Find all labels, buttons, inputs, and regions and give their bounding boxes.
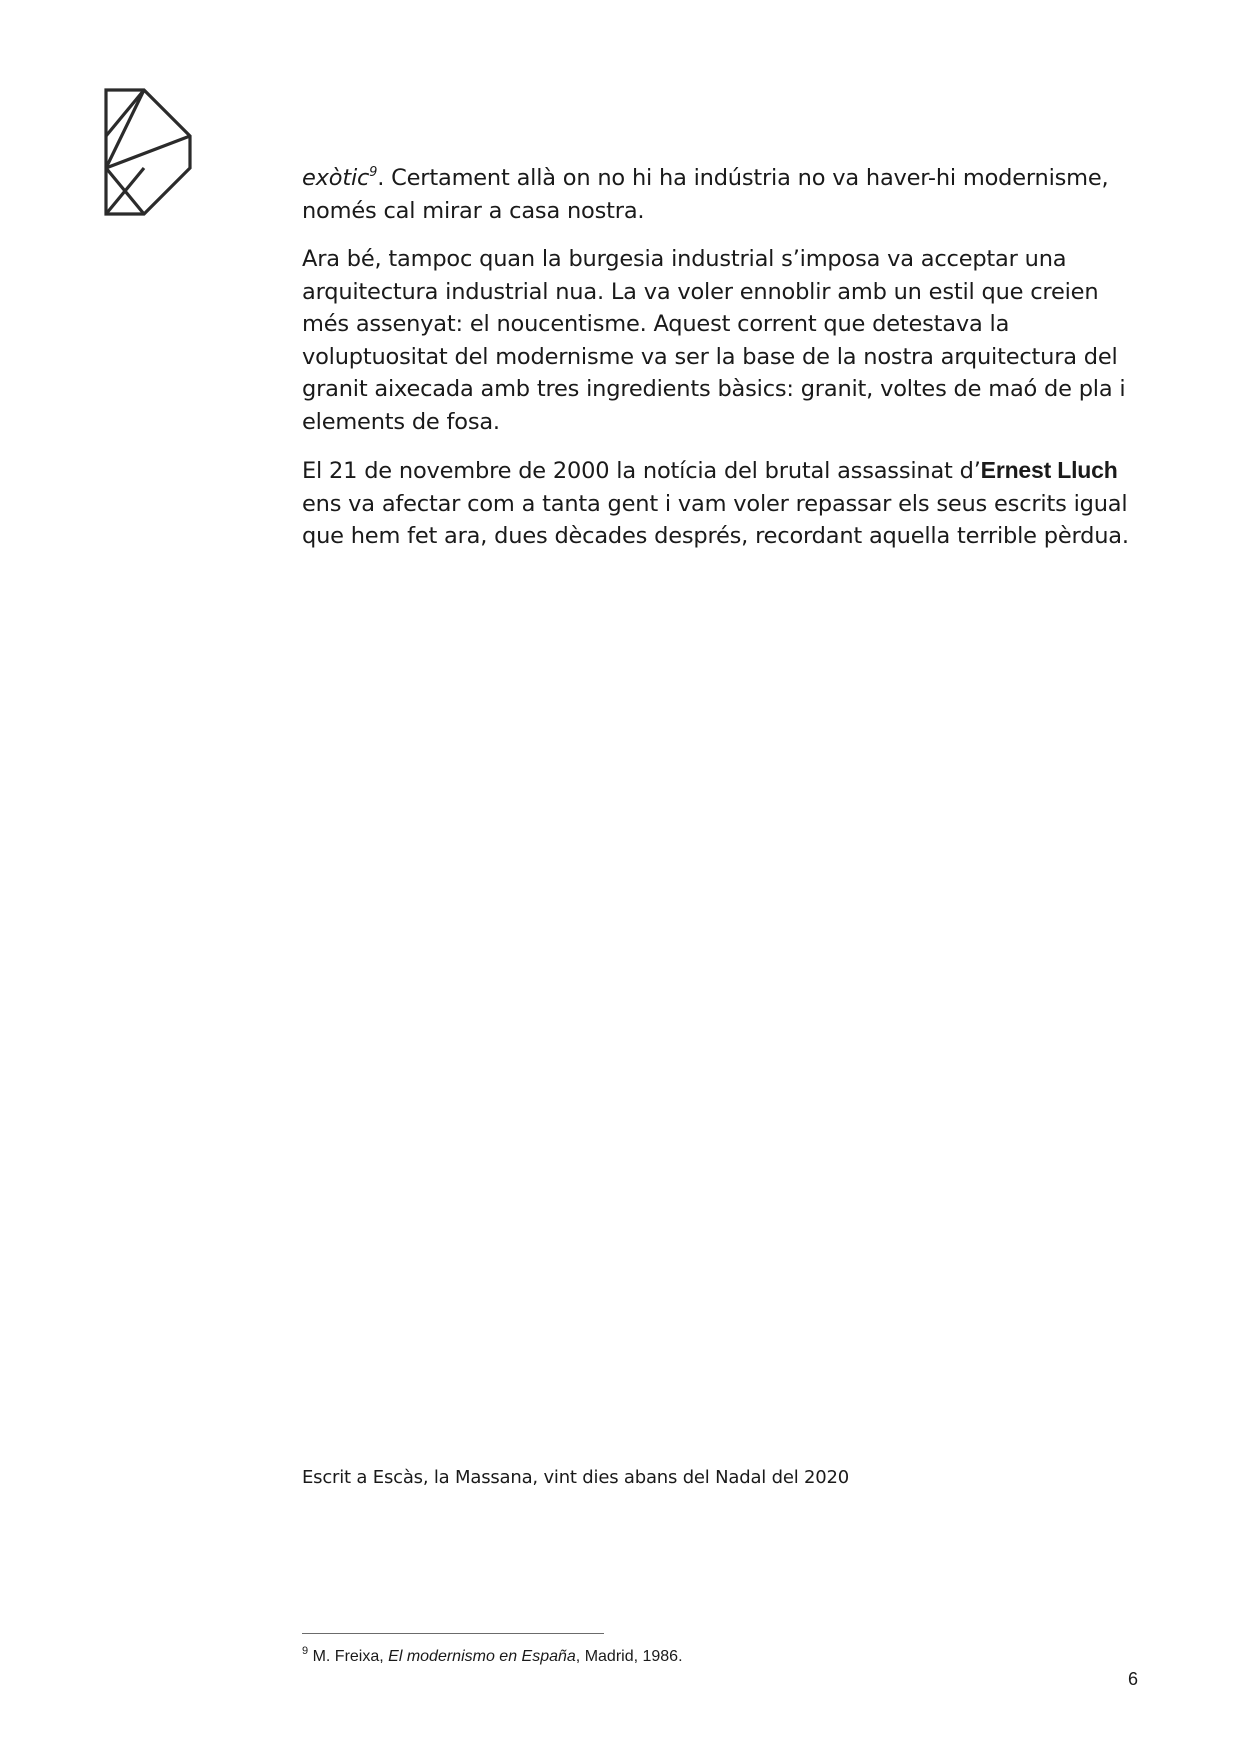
footnote-book-title: El modernismo en España (388, 1648, 576, 1665)
paragraph-3-text-end: ens va afectar com a tanta gent i vam voler repassar els seus escrits igual que hem fet ara, dues dècades després, recordant aquella terrible pèrdua. (302, 490, 1129, 549)
footnote-separator (302, 1633, 604, 1634)
paragraph-1-text: . Certament allà on no hi ha indústria no va haver-hi modernisme, només cal mirar a casa nostra. (302, 165, 1109, 224)
footnote-reference: 9 (369, 165, 378, 180)
person-name: Ernest Lluch (980, 457, 1118, 483)
body-text (302, 162, 1142, 569)
paragraph-3 (302, 454, 1142, 553)
footnote (302, 1646, 683, 1668)
paragraph-1 (302, 162, 1142, 227)
publisher-logo-icon (104, 88, 192, 216)
paragraph-3-text-start: El 21 de novembre de 2000 la notícia del brutal assassinat d’ (302, 458, 981, 484)
page-number: 6 (1128, 1669, 1139, 1689)
footnote-publication: , Madrid, 1986. (575, 1648, 683, 1665)
footnote-number: 9 (302, 1645, 309, 1657)
paragraph-2: Ara bé, tampoc quan la burgesia industrial s’imposa va acceptar una arquitectura industrial nua. La va voler ennoblir amb un estil que creien més assenyat: el noucentisme. Aquest corrent que detestava la voluptuositat del modernisme va ser la base de la nostra arquitectura del granit aixecada amb tres ingredients bàsics: granit, voltes de maó de pla i elements de fosa. (302, 246, 1126, 435)
signature-line: Escrit a Escàs, la Massana, vint dies abans del Nadal del 2020 (302, 1467, 850, 1488)
footnote-author: M. Freixa, (308, 1648, 389, 1665)
italic-word: exòtic (302, 165, 370, 191)
